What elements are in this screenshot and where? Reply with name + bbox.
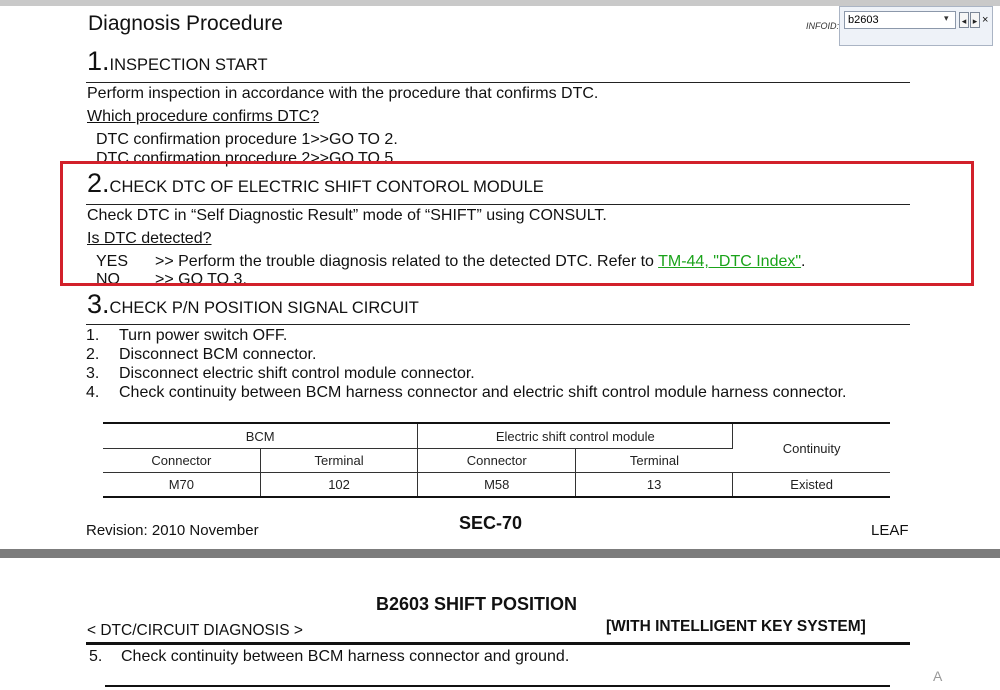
step-3-item-1-num: 1. [86,327,100,344]
step-2-highlight-box [60,161,974,286]
find-dropdown-icon[interactable]: ▾ [944,13,949,23]
find-input[interactable] [844,11,956,29]
step-2-title: CHECK DTC OF ELECTRIC SHIFT CONTOROL MODULE [109,178,544,196]
table-header-row-1 [103,423,890,449]
page-2-title: B2603 SHIFT POSITION [376,594,578,614]
step-1-answer-1: DTC confirmation procedure 1>>GO TO 2. [96,131,398,148]
table-col-terminal-1: Terminal [260,449,418,473]
page-2-system: [WITH INTELLIGENT KEY SYSTEM] [606,618,866,635]
table-col-connector-1: Connector [103,449,260,473]
step-3-item-3-text: Disconnect electric shift control module connector. [119,365,475,382]
page-2-header-rule [86,642,910,645]
step-3-header [87,289,419,320]
table-cell-continuity: Existed [733,473,890,498]
step-3-item-4-text: Check continuity between BCM harness connector and electric shift control module harness connector. [119,384,847,401]
step-1-number: 1. [87,46,110,76]
step-3-item-2-text: Disconnect BCM connector. [119,346,317,363]
step-1-answer-2: DTC confirmation procedure 2>>GO TO 5. [96,150,398,167]
table-cell-bcm-connector: M70 [103,473,260,498]
step-2-question: Is DTC detected? [87,230,212,247]
page-2-item-5-text: Check continuity between BCM harness connector and ground. [121,648,570,665]
table-group-module: Electric shift control module [418,423,733,449]
step-3-item-2-num: 2. [86,346,100,363]
step-1-rule [86,82,910,83]
step-2-instruction: Check DTC in “Self Diagnostic Result” mode of “SHIFT” using CONSULT. [87,207,607,224]
step-1-title: INSPECTION START [109,56,268,74]
step-3-title: CHECK P/N POSITION SIGNAL CIRCUIT [109,299,419,317]
page-2-table-top-rule [105,685,890,687]
find-next-button[interactable]: ▸ [970,12,980,28]
table-row [103,473,890,498]
step-1-question: Which procedure confirms DTC? [87,108,320,125]
document-page-next [0,558,1000,690]
dtc-index-link[interactable]: TM-44, "DTC Index" [658,253,802,270]
step-2-yes-key: YES [96,253,129,270]
step-3-rule [86,324,910,325]
page-2-item-5-num: 5. [89,648,103,665]
table-col-connector-2: Connector [418,449,576,473]
step-3-item-3-num: 3. [86,365,100,382]
table-cell-bcm-terminal: 102 [260,473,418,498]
step-2-no-text: >> GO TO 3. [155,271,247,288]
step-2-number: 2. [87,168,110,198]
step-3-item-1-text: Turn power switch OFF. [119,327,288,344]
step-3-number: 3. [87,289,110,319]
infoid-label: INFOID: [806,21,839,31]
model-label: LEAF [871,522,909,539]
page-code: SEC-70 [459,513,523,533]
page-heading: Diagnosis Procedure [88,12,283,35]
find-toolbar [839,6,993,46]
step-2-no-key: NO [96,271,120,288]
step-2-yes-text: >> Perform the trouble diagnosis related to the detected DTC. Refer to [155,253,659,270]
continuity-table [103,422,890,498]
revision-label: Revision: 2010 November [86,522,259,539]
step-2-yes-end: . [801,253,806,270]
step-1-instruction: Perform inspection in accordance with the procedure that confirms DTC. [87,85,599,102]
page-2-section: < DTC/CIRCUIT DIAGNOSIS > [87,622,303,639]
table-continuity-header: Continuity [733,423,890,473]
step-1-header [87,46,268,77]
page-separator [0,549,1000,558]
table-col-terminal-2: Terminal [576,449,733,473]
find-close-button[interactable]: × [982,14,989,26]
table-cell-module-connector: M58 [418,473,576,498]
table-cell-module-terminal: 13 [576,473,733,498]
find-prev-button[interactable]: ◂ [959,12,969,28]
table-group-bcm: BCM [103,423,418,449]
page-2-corner-mark: A [933,668,943,684]
step-3-item-4-num: 4. [86,384,100,401]
